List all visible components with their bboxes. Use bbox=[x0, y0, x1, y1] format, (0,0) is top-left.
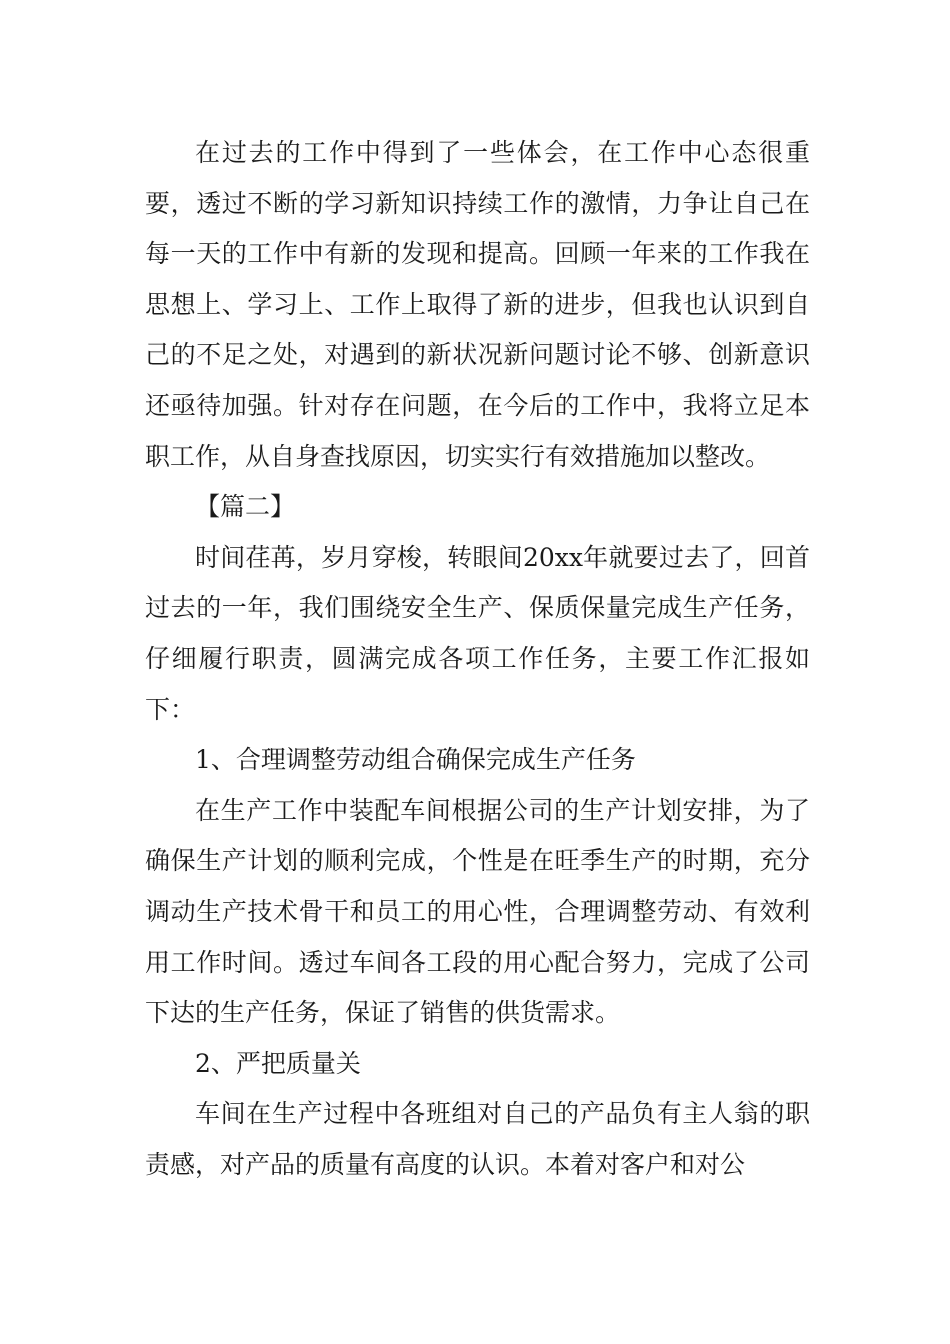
paragraph-reflection: 在过去的工作中得到了一些体会，在工作中心态很重要，透过不断的学习新知识持续工作的激情，力争让自己在每一天的工作中有新的发现和提高。回顾一年来的工作我在思想上、学习上、工作上取得了新的进步，但我也认识到自己的不足之处，对遇到的新状况新问题讨论不够、创新意识还亟待加强。针对存在问题，在今后的工作中，我将立足本职工作，从自身查找原因，切实实行有效措施加以整改。 bbox=[145, 138, 810, 471]
paragraph-quality: 车间在生产过程中各班组对自己的产品负有主人翁的职责感，对产品的质量有高度的认识。本着对客户和对公 bbox=[145, 1099, 810, 1179]
subheading-labor-organization: 1、合理调整劳动组合确保完成生产任务 bbox=[195, 745, 636, 775]
section-heading-part-two: 【篇二】 bbox=[195, 492, 296, 522]
paragraph-production: 在生产工作中装配车间根据公司的生产计划安排，为了确保生产计划的顺利完成，个性是在旺季生产的时期，充分调动生产技术骨干和员工的用心性，合理调整劳动、有效利用工作时间。透过车间各工段的用心配合努力，完成了公司下达的生产任务，保证了销售的供货需求。 bbox=[145, 795, 810, 1028]
subheading-quality-control: 2、严把质量关 bbox=[195, 1048, 361, 1078]
document-body bbox=[145, 128, 810, 1190]
paragraph-intro: 时间荏苒，岁月穿梭，转眼间20xx年就要过去了，回首过去的一年，我们围绕安全生产、保质保量完成生产任务，仔细履行职责，圆满完成各项工作任务，主要工作汇报如下： bbox=[145, 542, 810, 724]
